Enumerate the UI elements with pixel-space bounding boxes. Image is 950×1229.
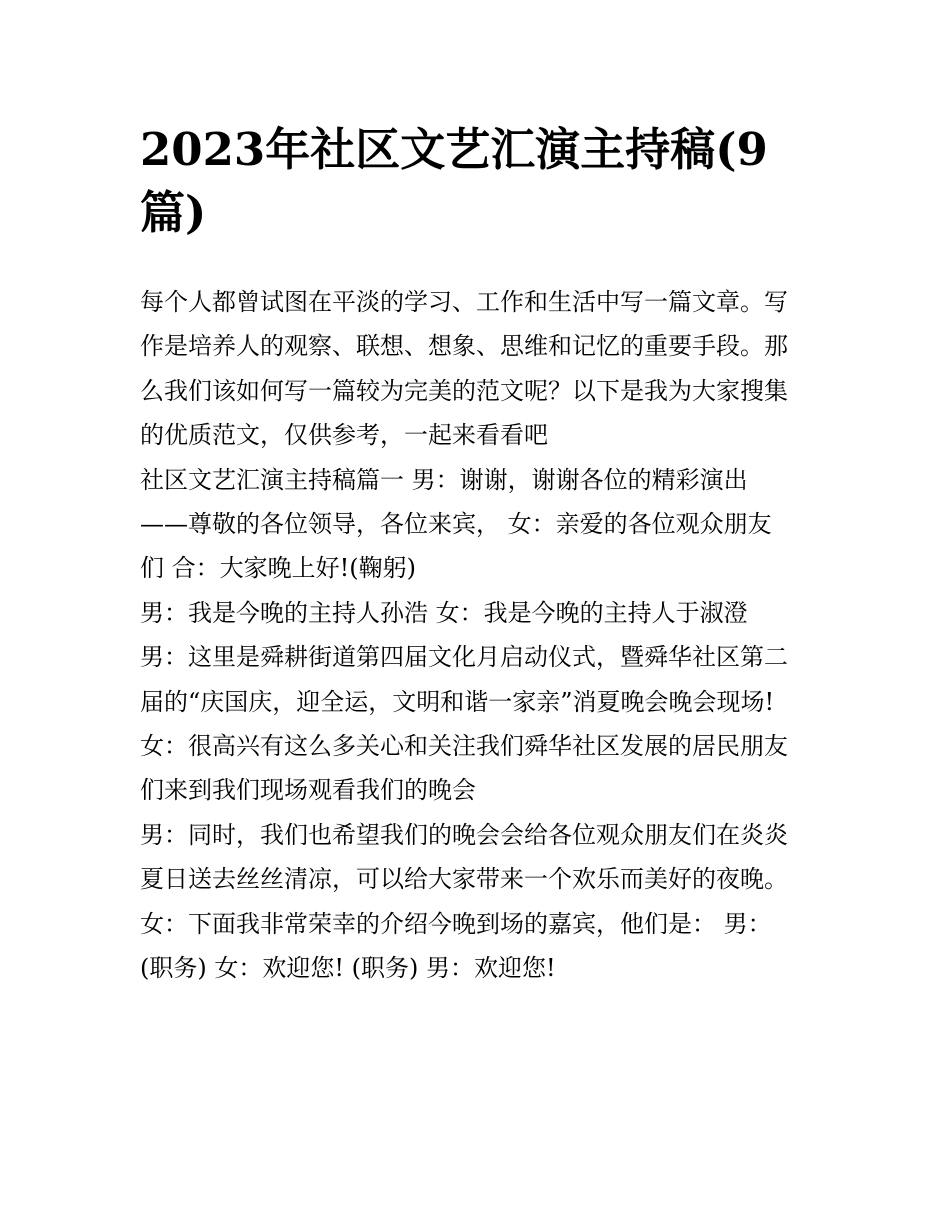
body-line: (职务) 女：欢迎您! (职务) 男：欢迎您! (140, 954, 556, 983)
body-line: 男：我是今晚的主持人孙浩 女：我是今晚的主持人于淑澄 (140, 598, 748, 627)
document-body (140, 280, 820, 991)
body-line: 作是培养人的观察、联想、想象、思维和记忆的重要手段。那 (140, 332, 788, 361)
body-line: 们 合：大家晚上好!(鞠躬) (140, 554, 416, 583)
body-line: 社区文艺汇演主持稿篇一 男：谢谢，谢谢各位的精彩演出 (140, 465, 748, 494)
body-line: 夏日送去丝丝清凉，可以给大家带来一个欢乐而美好的夜晚。 (140, 865, 788, 894)
body-line: 女：很高兴有这么多关心和关注我们舜华社区发展的居民朋友 (140, 732, 788, 761)
body-line: 男：同时，我们也希望我们的晚会会给各位观众朋友们在炎炎 (140, 820, 788, 849)
document-title-line-1: 2023年社区文艺汇演主持稿(9 (140, 123, 768, 176)
body-line: 每个人都曾试图在平淡的学习、工作和生活中写一篇文章。写 (140, 288, 788, 316)
document-title-line-2: 篇) (140, 186, 207, 239)
document-title (140, 118, 820, 244)
body-line: 届的“庆国庆，迎全运，文明和谐一家亲”消夏晚会晚会现场! (140, 687, 775, 716)
body-line: 们来到我们现场观看我们的晚会 (140, 776, 476, 805)
body-line: 女：下面我非常荣幸的介绍今晚到场的嘉宾，他们是： 男： (140, 909, 772, 938)
body-line: 么我们该如何写一篇较为完美的范文呢？以下是我为大家搜集 (140, 376, 788, 405)
body-line: 男：这里是舜耕街道第四届文化月启动仪式，暨舜华社区第二 (140, 643, 788, 672)
body-line: 的优质范文，仅供参考，一起来看看吧 (140, 421, 548, 450)
body-line: ——尊敬的各位领导，各位来宾， 女：亲爱的各位观众朋友 (140, 510, 772, 539)
